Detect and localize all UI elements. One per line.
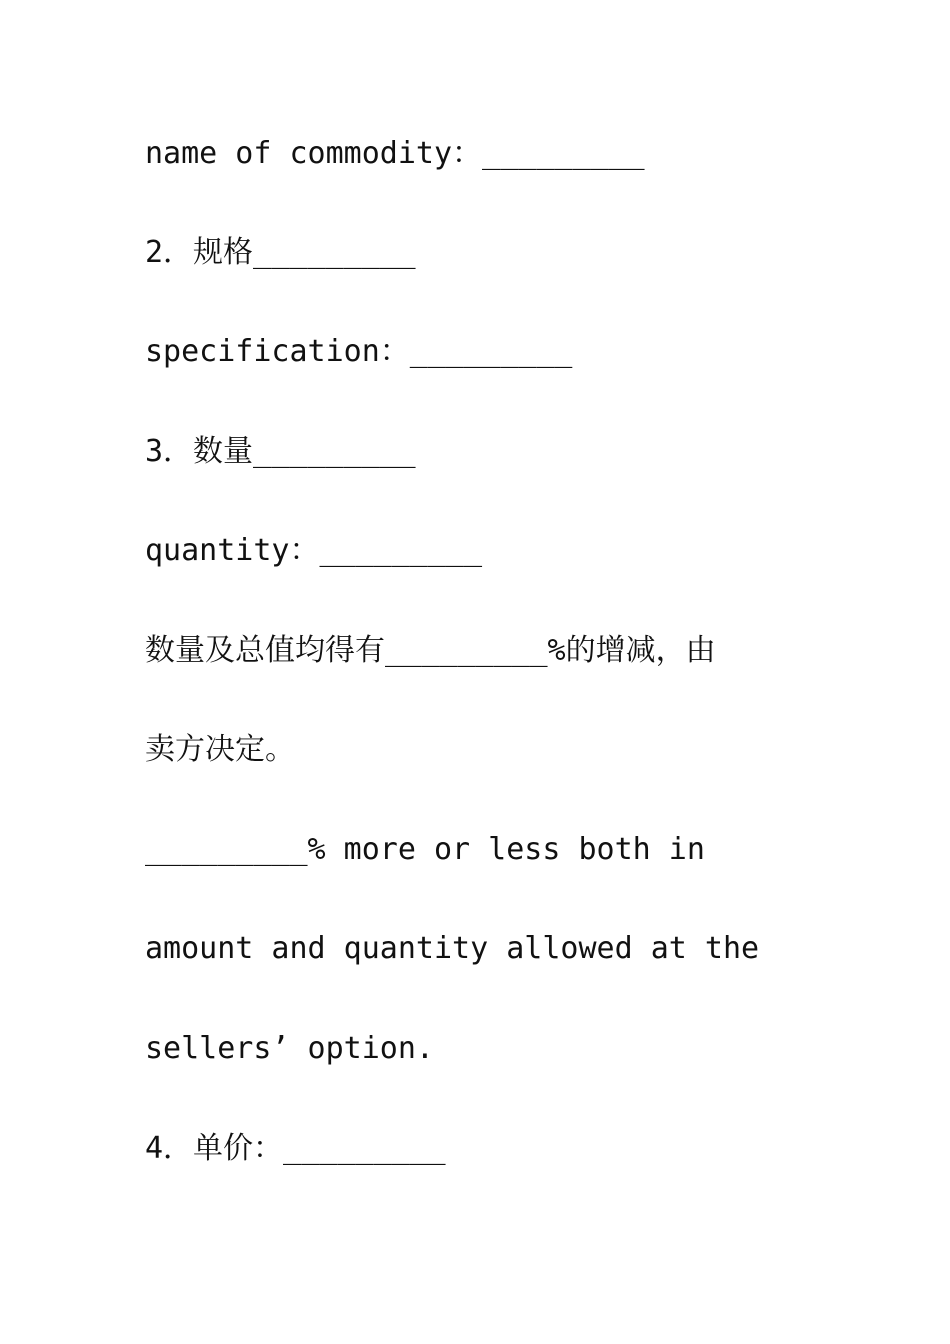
- unit-price-heading-cn: 4．单价：_________: [145, 1131, 446, 1166]
- tolerance-clause-en-line-3: sellers’ option.: [145, 1031, 434, 1066]
- specification-field-line: specification：_________: [145, 334, 573, 369]
- quantity-field-line: quantity：_________: [145, 533, 483, 568]
- tolerance-clause-en-line-1: _________% more or less both in: [145, 832, 705, 867]
- tolerance-clause-cn-line-1: 数量及总值均得有_________%的增减，由: [145, 633, 716, 668]
- tolerance-clause-cn-line-2: 卖方决定。: [145, 732, 295, 767]
- specification-heading-cn: 2．规格_________: [145, 235, 416, 270]
- commodity-name-field-line: name of commodity：_________: [145, 136, 645, 171]
- tolerance-clause-en-line-2: amount and quantity allowed at the: [145, 931, 760, 966]
- quantity-heading-cn: 3．数量_________: [145, 434, 416, 469]
